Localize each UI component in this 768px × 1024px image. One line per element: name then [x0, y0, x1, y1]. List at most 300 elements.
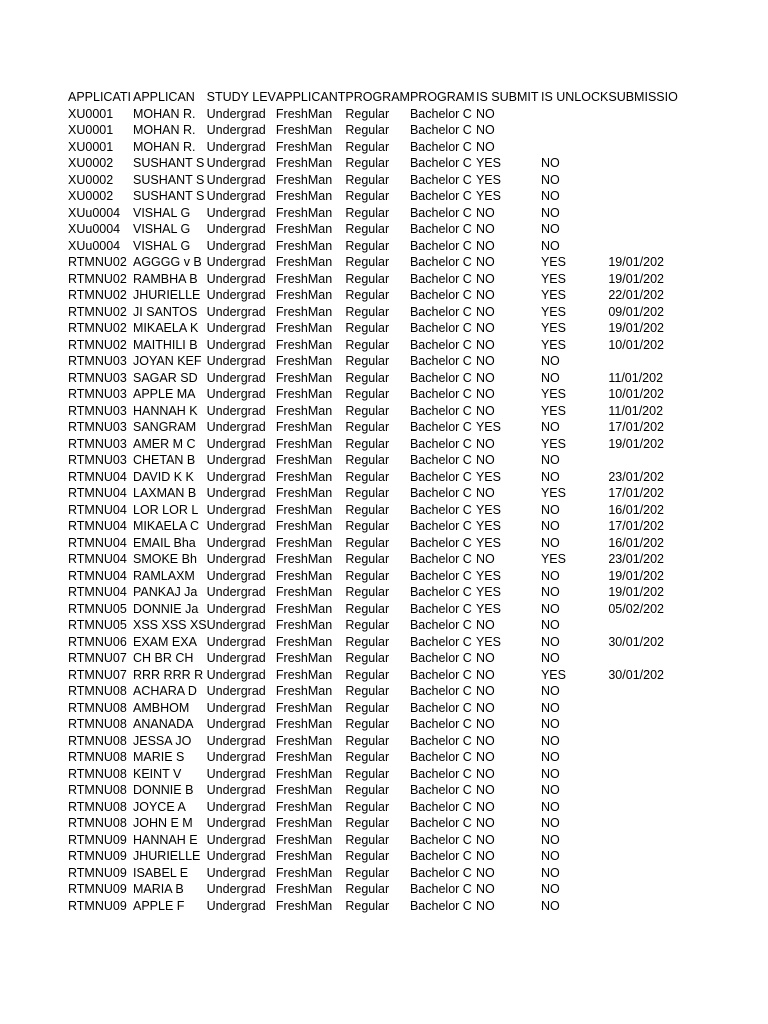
table-cell[interactable]: MOHAN R.: [133, 106, 196, 121]
table-cell[interactable]: YES: [475, 535, 501, 550]
table-cell[interactable]: RTMNU03: [68, 354, 127, 368]
table-cell[interactable]: YES: [475, 156, 501, 170]
table-cell[interactable]: Undergrad: [206, 651, 266, 665]
table-cell[interactable]: FreshMan: [275, 865, 333, 880]
table-cell[interactable]: KEINT V: [133, 766, 182, 781]
table-cell[interactable]: Bachelor C: [409, 799, 472, 814]
table-cell[interactable]: NO: [475, 717, 495, 731]
header-cell[interactable]: APPLICAN: [133, 90, 195, 104]
table-cell[interactable]: NO: [540, 651, 560, 665]
table-cell[interactable]: Bachelor C: [409, 106, 472, 121]
table-cell[interactable]: NO: [475, 337, 495, 352]
table-cell[interactable]: Undergrad: [206, 684, 266, 698]
table-cell[interactable]: NO: [540, 799, 560, 814]
table-cell[interactable]: Regular: [345, 123, 390, 137]
table-cell[interactable]: MIKAELA C: [133, 519, 199, 533]
table-cell[interactable]: Undergrad: [206, 486, 266, 500]
table-cell[interactable]: FreshMan: [275, 172, 333, 187]
table-cell[interactable]: RTMNU08: [68, 816, 127, 830]
table-cell[interactable]: NO: [475, 387, 495, 401]
table-cell[interactable]: YES: [475, 601, 501, 616]
table-cell[interactable]: 19/01/202: [608, 321, 664, 335]
table-cell[interactable]: Regular: [345, 601, 390, 616]
table-cell[interactable]: RTMNU09: [68, 865, 127, 880]
table-cell[interactable]: Regular: [345, 172, 390, 187]
table-cell[interactable]: RTMNU08: [68, 799, 127, 814]
table-cell[interactable]: Regular: [345, 634, 390, 649]
table-cell[interactable]: Regular: [345, 222, 390, 236]
header-cell[interactable]: IS UNLOCK: [540, 90, 609, 104]
table-cell[interactable]: ISABEL E: [133, 865, 189, 880]
table-cell[interactable]: NO: [540, 222, 560, 236]
table-cell[interactable]: XUu0004: [68, 205, 121, 220]
table-cell[interactable]: Undergrad: [206, 337, 266, 352]
table-cell[interactable]: RTMNU03: [68, 420, 127, 434]
table-cell[interactable]: [608, 139, 677, 156]
table-cell[interactable]: NO: [540, 832, 560, 847]
table-cell[interactable]: YES: [540, 271, 566, 286]
table-cell[interactable]: Undergrad: [206, 189, 266, 203]
table-cell[interactable]: YES: [540, 552, 566, 566]
table-cell[interactable]: Bachelor C: [409, 453, 472, 467]
table-cell[interactable]: Bachelor C: [409, 420, 472, 434]
table-cell[interactable]: Regular: [345, 700, 390, 715]
table-cell[interactable]: NO: [475, 436, 495, 451]
table-cell[interactable]: Regular: [345, 717, 390, 731]
table-cell[interactable]: FreshMan: [275, 453, 333, 467]
table-cell[interactable]: MOHAN R.: [133, 139, 196, 154]
table-cell[interactable]: NO: [475, 750, 495, 764]
table-cell[interactable]: RTMNU08: [68, 766, 127, 781]
table-cell[interactable]: [608, 700, 677, 717]
table-cell[interactable]: Regular: [345, 205, 390, 220]
table-cell[interactable]: FreshMan: [275, 667, 333, 682]
table-cell[interactable]: Regular: [345, 436, 390, 451]
table-cell[interactable]: Bachelor C: [409, 882, 472, 896]
table-cell[interactable]: Undergrad: [206, 601, 266, 616]
table-cell[interactable]: Undergrad: [206, 370, 266, 385]
table-cell[interactable]: Undergrad: [206, 816, 266, 830]
table-cell[interactable]: NO: [475, 354, 495, 368]
table-cell[interactable]: FreshMan: [275, 700, 333, 715]
table-cell[interactable]: 19/01/202: [608, 585, 664, 599]
table-cell[interactable]: Regular: [345, 156, 390, 170]
table-cell[interactable]: MARIA B: [133, 882, 184, 896]
table-cell[interactable]: Bachelor C: [409, 733, 472, 748]
table-cell[interactable]: Undergrad: [206, 865, 266, 880]
table-cell[interactable]: FreshMan: [275, 816, 333, 830]
table-cell[interactable]: FreshMan: [275, 436, 333, 451]
table-cell[interactable]: NO: [540, 370, 560, 385]
table-cell[interactable]: NO: [540, 601, 560, 616]
table-cell[interactable]: NO: [540, 733, 560, 748]
table-cell[interactable]: Undergrad: [206, 139, 266, 154]
table-cell[interactable]: Undergrad: [206, 849, 266, 863]
table-cell[interactable]: Bachelor C: [409, 585, 472, 599]
table-cell[interactable]: Regular: [345, 354, 390, 368]
table-cell[interactable]: [608, 155, 677, 172]
table-cell[interactable]: NO: [475, 700, 495, 715]
table-cell[interactable]: FreshMan: [275, 288, 333, 302]
table-cell[interactable]: YES: [475, 172, 501, 187]
table-cell[interactable]: NO: [540, 568, 560, 583]
table-cell[interactable]: JI SANTOS: [133, 304, 198, 319]
table-cell[interactable]: Regular: [345, 585, 390, 599]
table-cell[interactable]: NO: [475, 288, 495, 302]
table-cell[interactable]: NO: [475, 238, 495, 253]
table-cell[interactable]: [608, 881, 677, 898]
table-cell[interactable]: NO: [540, 618, 560, 632]
table-cell[interactable]: FreshMan: [275, 205, 333, 220]
table-cell[interactable]: YES: [475, 420, 501, 434]
table-cell[interactable]: SMOKE Bh: [133, 552, 197, 566]
table-cell[interactable]: RTMNU07: [68, 667, 127, 682]
table-cell[interactable]: Regular: [345, 469, 390, 484]
table-cell[interactable]: RTMNU02: [68, 271, 127, 286]
table-cell[interactable]: FreshMan: [275, 568, 333, 583]
table-cell[interactable]: 10/01/202: [608, 387, 664, 401]
table-cell[interactable]: YES: [475, 189, 501, 203]
table-cell[interactable]: FreshMan: [275, 832, 333, 847]
table-cell[interactable]: Bachelor C: [409, 849, 472, 863]
table-cell[interactable]: Bachelor C: [409, 865, 472, 880]
table-cell[interactable]: NO: [475, 799, 495, 814]
table-cell[interactable]: Bachelor C: [409, 634, 472, 649]
table-cell[interactable]: RTMNU03: [68, 403, 127, 418]
table-cell[interactable]: Undergrad: [206, 469, 266, 484]
table-cell[interactable]: 19/01/202: [608, 271, 664, 286]
table-cell[interactable]: Undergrad: [206, 321, 266, 335]
table-cell[interactable]: YES: [540, 255, 566, 269]
table-cell[interactable]: VISHAL G: [133, 238, 191, 253]
table-cell[interactable]: Regular: [345, 733, 390, 748]
table-cell[interactable]: [608, 106, 677, 123]
table-cell[interactable]: NO: [540, 205, 560, 220]
table-cell[interactable]: NO: [540, 865, 560, 880]
table-cell[interactable]: RTMNU02: [68, 321, 127, 335]
table-cell[interactable]: RTMNU05: [68, 618, 127, 632]
table-cell[interactable]: Bachelor C: [409, 436, 472, 451]
header-cell[interactable]: SUBMISSIO: [608, 90, 678, 104]
table-cell[interactable]: JHURIELLE: [133, 288, 201, 302]
table-cell[interactable]: 23/01/202: [608, 469, 664, 484]
table-cell[interactable]: FreshMan: [275, 238, 333, 253]
table-cell[interactable]: Regular: [345, 304, 390, 319]
table-cell[interactable]: NO: [540, 783, 560, 797]
table-cell[interactable]: [608, 733, 677, 750]
table-cell[interactable]: Regular: [345, 106, 390, 121]
table-cell[interactable]: AMER M C: [133, 436, 196, 451]
table-cell[interactable]: Regular: [345, 519, 390, 533]
table-cell[interactable]: Undergrad: [206, 717, 266, 731]
table-cell[interactable]: Bachelor C: [409, 205, 472, 220]
table-cell[interactable]: Bachelor C: [409, 700, 472, 715]
table-cell[interactable]: Undergrad: [206, 172, 266, 187]
table-cell[interactable]: Undergrad: [206, 832, 266, 847]
table-cell[interactable]: XU0001: [68, 123, 114, 137]
table-cell[interactable]: Bachelor C: [409, 783, 472, 797]
table-cell[interactable]: Bachelor C: [409, 568, 472, 583]
table-cell[interactable]: RTMNU08: [68, 733, 127, 748]
table-cell[interactable]: NO: [540, 172, 560, 187]
table-cell[interactable]: NO: [540, 354, 560, 368]
table-cell[interactable]: RTMNU03: [68, 370, 127, 385]
table-cell[interactable]: YES: [475, 519, 501, 533]
table-cell[interactable]: Bachelor C: [409, 552, 472, 566]
table-cell[interactable]: ANANADA: [133, 717, 194, 731]
table-cell[interactable]: YES: [540, 321, 566, 335]
table-cell[interactable]: [608, 188, 677, 205]
table-cell[interactable]: RTMNU04: [68, 585, 127, 599]
table-cell[interactable]: SUSHANT S: [133, 172, 205, 187]
table-cell[interactable]: NO: [540, 502, 560, 517]
table-cell[interactable]: FreshMan: [275, 766, 333, 781]
table-cell[interactable]: NO: [475, 321, 495, 335]
table-cell[interactable]: Regular: [345, 288, 390, 302]
table-cell[interactable]: YES: [540, 337, 566, 352]
table-cell[interactable]: RTMNU02: [68, 304, 127, 319]
table-cell[interactable]: NO: [540, 585, 560, 599]
table-cell[interactable]: Undergrad: [206, 222, 266, 236]
table-cell[interactable]: 17/01/202: [608, 486, 664, 500]
table-cell[interactable]: NO: [540, 453, 560, 467]
table-cell[interactable]: 05/02/202: [608, 601, 664, 616]
table-cell[interactable]: [608, 650, 677, 667]
table-cell[interactable]: Undergrad: [206, 156, 266, 170]
table-cell[interactable]: RTMNU02: [68, 255, 127, 269]
table-cell[interactable]: FreshMan: [275, 420, 333, 434]
table-cell[interactable]: FreshMan: [275, 733, 333, 748]
table-cell[interactable]: MARIE S: [133, 750, 185, 764]
table-cell[interactable]: NO: [475, 205, 495, 220]
table-cell[interactable]: Bachelor C: [409, 717, 472, 731]
table-cell[interactable]: Bachelor C: [409, 403, 472, 418]
table-cell[interactable]: Regular: [345, 420, 390, 434]
table-cell[interactable]: VISHAL G: [133, 205, 191, 220]
table-cell[interactable]: XU0002: [68, 172, 114, 187]
table-cell[interactable]: SUSHANT S: [133, 189, 205, 203]
table-cell[interactable]: SUSHANT S: [133, 156, 205, 170]
table-cell[interactable]: NO: [475, 370, 495, 385]
table-cell[interactable]: Regular: [345, 684, 390, 698]
table-cell[interactable]: FreshMan: [275, 337, 333, 352]
table-cell[interactable]: Regular: [345, 271, 390, 286]
table-cell[interactable]: FreshMan: [275, 156, 333, 170]
table-cell[interactable]: NO: [475, 453, 495, 467]
table-cell[interactable]: 10/01/202: [608, 337, 664, 352]
table-cell[interactable]: FreshMan: [275, 750, 333, 764]
table-cell[interactable]: VISHAL G: [133, 222, 191, 236]
table-cell[interactable]: [541, 122, 608, 139]
table-cell[interactable]: Undergrad: [206, 502, 266, 517]
table-cell[interactable]: Bachelor C: [409, 123, 472, 137]
table-cell[interactable]: APPLE MA: [133, 387, 196, 401]
table-cell[interactable]: 30/01/202: [608, 634, 664, 649]
table-cell[interactable]: Bachelor C: [409, 519, 472, 533]
table-cell[interactable]: Undergrad: [206, 238, 266, 253]
table-cell[interactable]: Bachelor C: [409, 255, 472, 269]
table-cell[interactable]: Undergrad: [206, 436, 266, 451]
table-cell[interactable]: FreshMan: [275, 717, 333, 731]
table-cell[interactable]: YES: [475, 469, 501, 484]
table-cell[interactable]: Undergrad: [206, 271, 266, 286]
table-cell[interactable]: Regular: [345, 766, 390, 781]
table-cell[interactable]: FreshMan: [275, 882, 333, 896]
table-cell[interactable]: RTMNU08: [68, 783, 127, 797]
table-cell[interactable]: Regular: [345, 898, 390, 913]
table-cell[interactable]: NO: [475, 849, 495, 863]
table-cell[interactable]: HANNAH E: [133, 832, 198, 847]
table-cell[interactable]: 23/01/202: [608, 552, 664, 566]
table-cell[interactable]: RTMNU03: [68, 387, 127, 401]
table-cell[interactable]: Bachelor C: [409, 502, 472, 517]
table-cell[interactable]: Bachelor C: [409, 321, 472, 335]
header-cell[interactable]: PROGRAM: [409, 90, 475, 104]
table-cell[interactable]: FreshMan: [275, 321, 333, 335]
table-cell[interactable]: YES: [540, 436, 566, 451]
table-cell[interactable]: NO: [475, 684, 495, 698]
table-cell[interactable]: Bachelor C: [409, 189, 472, 203]
table-cell[interactable]: FreshMan: [275, 469, 333, 484]
header-cell[interactable]: APPLICATI: [68, 90, 131, 104]
table-cell[interactable]: NO: [475, 667, 495, 682]
table-cell[interactable]: CHETAN B: [133, 453, 196, 467]
table-cell[interactable]: RTMNU05: [68, 601, 127, 616]
table-cell[interactable]: Bachelor C: [409, 354, 472, 368]
table-cell[interactable]: Regular: [345, 783, 390, 797]
table-cell[interactable]: FreshMan: [275, 486, 333, 500]
header-cell[interactable]: PROGRAM: [345, 90, 410, 104]
table-cell[interactable]: 17/01/202: [608, 420, 664, 434]
table-cell[interactable]: Regular: [345, 667, 390, 682]
table-cell[interactable]: RTMNU09: [68, 849, 127, 863]
table-cell[interactable]: Undergrad: [206, 733, 266, 748]
table-cell[interactable]: Undergrad: [206, 123, 266, 137]
table-cell[interactable]: [608, 766, 677, 783]
table-cell[interactable]: RTMNU03: [68, 453, 127, 467]
table-cell[interactable]: Undergrad: [206, 106, 266, 121]
table-cell[interactable]: JOYAN KEF: [133, 354, 202, 368]
table-cell[interactable]: RTMNU07: [68, 651, 127, 665]
table-cell[interactable]: DONNIE B: [133, 783, 194, 797]
table-cell[interactable]: NO: [540, 684, 560, 698]
table-cell[interactable]: NO: [475, 552, 495, 566]
table-cell[interactable]: FreshMan: [275, 387, 333, 401]
table-cell[interactable]: 22/01/202: [608, 288, 664, 302]
table-cell[interactable]: 11/01/202: [608, 403, 664, 418]
table-cell[interactable]: AGGGG v B: [133, 255, 202, 269]
table-cell[interactable]: RTMNU02: [68, 288, 127, 302]
table-cell[interactable]: Undergrad: [206, 288, 266, 302]
table-cell[interactable]: [608, 683, 677, 700]
table-cell[interactable]: FreshMan: [275, 403, 333, 418]
table-cell[interactable]: Undergrad: [206, 783, 266, 797]
table-cell[interactable]: [541, 139, 608, 156]
table-cell[interactable]: YES: [475, 568, 501, 583]
table-cell[interactable]: FreshMan: [275, 618, 333, 632]
table-cell[interactable]: RTMNU04: [68, 568, 127, 583]
table-cell[interactable]: YES: [540, 304, 566, 319]
table-cell[interactable]: CH BR CH: [133, 651, 194, 665]
table-cell[interactable]: Regular: [345, 865, 390, 880]
table-cell[interactable]: FreshMan: [275, 585, 333, 599]
table-cell[interactable]: [608, 749, 677, 766]
table-cell[interactable]: Bachelor C: [409, 601, 472, 616]
table-cell[interactable]: NO: [475, 139, 495, 154]
table-cell[interactable]: Bachelor C: [409, 651, 472, 665]
table-cell[interactable]: [608, 832, 677, 849]
table-cell[interactable]: Regular: [345, 568, 390, 583]
table-cell[interactable]: [608, 238, 677, 255]
table-cell[interactable]: NO: [475, 832, 495, 847]
table-cell[interactable]: XSS XSS XS: [133, 618, 207, 632]
table-cell[interactable]: Bachelor C: [409, 618, 472, 632]
table-cell[interactable]: NO: [540, 816, 560, 830]
table-cell[interactable]: MAITHILI B: [133, 337, 198, 352]
header-cell[interactable]: STUDY LEV: [206, 90, 276, 104]
table-cell[interactable]: Bachelor C: [409, 304, 472, 319]
table-cell[interactable]: RTMNU04: [68, 486, 127, 500]
table-cell[interactable]: FreshMan: [275, 535, 333, 550]
table-cell[interactable]: FreshMan: [275, 519, 333, 533]
table-cell[interactable]: Bachelor C: [409, 156, 472, 170]
table-cell[interactable]: Bachelor C: [409, 486, 472, 500]
table-cell[interactable]: Regular: [345, 453, 390, 467]
table-cell[interactable]: NO: [540, 156, 560, 170]
table-cell[interactable]: DONNIE Ja: [133, 601, 199, 616]
table-cell[interactable]: Regular: [345, 238, 390, 253]
table-cell[interactable]: JESSA JO: [133, 733, 192, 748]
table-cell[interactable]: Regular: [345, 618, 390, 632]
table-cell[interactable]: RRR RRR R: [133, 667, 204, 682]
table-cell[interactable]: Regular: [345, 849, 390, 863]
table-cell[interactable]: MOHAN R.: [133, 123, 196, 137]
table-cell[interactable]: NO: [540, 898, 560, 913]
table-cell[interactable]: XU0002: [68, 189, 114, 203]
table-cell[interactable]: NO: [475, 882, 495, 896]
table-cell[interactable]: Bachelor C: [409, 222, 472, 236]
table-cell[interactable]: Undergrad: [206, 354, 266, 368]
table-cell[interactable]: NO: [540, 750, 560, 764]
table-cell[interactable]: RTMNU08: [68, 717, 127, 731]
table-cell[interactable]: NO: [540, 519, 560, 533]
table-cell[interactable]: [608, 617, 677, 634]
table-cell[interactable]: RTMNU09: [68, 898, 127, 913]
table-cell[interactable]: YES: [540, 288, 566, 302]
table-cell[interactable]: NO: [475, 123, 495, 137]
table-cell[interactable]: NO: [540, 238, 560, 253]
table-cell[interactable]: [608, 353, 677, 370]
table-cell[interactable]: NO: [475, 304, 495, 319]
table-cell[interactable]: DAVID K K: [133, 469, 194, 484]
table-cell[interactable]: 16/01/202: [608, 502, 664, 517]
table-cell[interactable]: JOYCE A: [133, 799, 186, 814]
table-cell[interactable]: Bachelor C: [409, 172, 472, 187]
table-cell[interactable]: 19/01/202: [608, 255, 664, 269]
table-cell[interactable]: RTMNU09: [68, 882, 127, 896]
table-cell[interactable]: NO: [540, 882, 560, 896]
table-cell[interactable]: Bachelor C: [409, 370, 472, 385]
table-cell[interactable]: NO: [540, 535, 560, 550]
table-cell[interactable]: Regular: [345, 321, 390, 335]
table-cell[interactable]: Bachelor C: [409, 750, 472, 764]
table-cell[interactable]: RTMNU08: [68, 700, 127, 715]
table-cell[interactable]: Regular: [345, 387, 390, 401]
table-cell[interactable]: NO: [475, 766, 495, 781]
header-cell[interactable]: APPLICANT: [275, 90, 346, 104]
table-cell[interactable]: FreshMan: [275, 898, 333, 913]
table-cell[interactable]: Regular: [345, 337, 390, 352]
